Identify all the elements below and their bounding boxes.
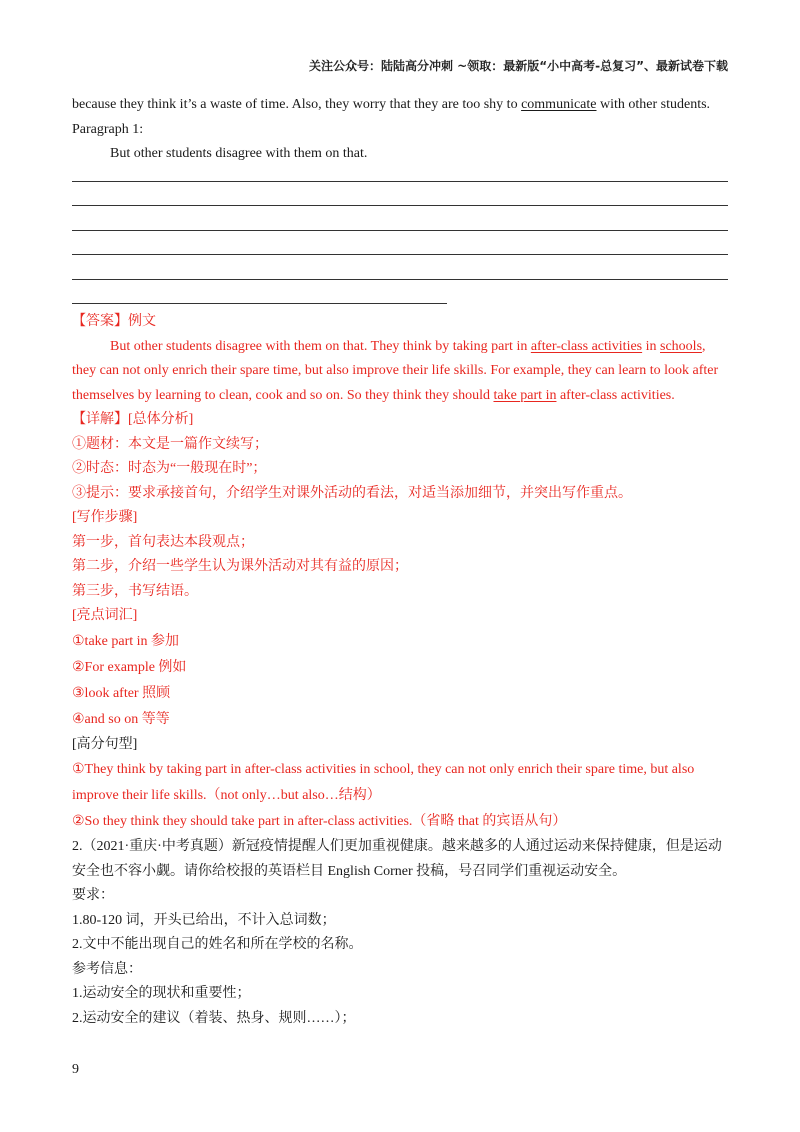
analysis-point: ③提示：要求承接首句，介绍学生对课外活动的看法，对适当添加细节，并突出写作重点。 bbox=[72, 485, 632, 501]
reference-item: 1.运动安全的现状和重要性； bbox=[72, 986, 251, 1001]
writing-step: 第一步，首句表达本段观点； bbox=[72, 534, 254, 550]
sentences-label: [高分句型] bbox=[72, 736, 138, 752]
analysis-point: ②时态：时态为“一般现在时”； bbox=[72, 461, 267, 476]
question-text: 安全也不容小觑。请你给校报的英语栏目 English Corner 投稿，号召同学们重视运动安全。 bbox=[72, 863, 627, 879]
question-text: 2.（2021·重庆·中考真题）新冠疫情提醒人们更加重视健康。越来越多的人通过运动来保持健康，但是运动 bbox=[72, 839, 722, 854]
document-body bbox=[72, 93, 728, 1031]
page-header: 关注公众号：陆陆高分冲刺 ~领取：最新版“小中高考-总复习”、最新试卷下载 bbox=[309, 59, 728, 73]
question-intro: because they think it’s a waste of time. Also, they worry that they are too shy to communicate with other students. bbox=[72, 97, 711, 112]
writing-step: 第三步，书写结语。 bbox=[72, 583, 198, 599]
requirements-label: 要求： bbox=[72, 888, 114, 903]
writing-blank-lines bbox=[72, 171, 728, 305]
steps-label: [写作步骤] bbox=[72, 510, 138, 525]
blank-line bbox=[72, 171, 728, 182]
first-sentence: But other students disagree with them on that. bbox=[110, 146, 368, 161]
writing-step: 第二步，介绍一些学生认为课外活动对其有益的原因； bbox=[72, 559, 408, 574]
vocab-item: ①take part in 参加 bbox=[72, 633, 180, 649]
blank-line bbox=[72, 280, 447, 305]
vocab-label: [亮点词汇] bbox=[72, 608, 138, 623]
analysis-point: ①题材：本文是一篇作文续写； bbox=[72, 436, 268, 452]
paragraph-label: Paragraph 1: bbox=[72, 121, 144, 137]
requirement-item: 2.文中不能出现自己的姓名和所在学校的名称。 bbox=[72, 937, 363, 952]
sentence-pattern: improve their life skills.（not only…but also…结构） bbox=[72, 788, 381, 803]
reference-label: 参考信息： bbox=[72, 961, 142, 977]
answer-label: 【答案】例文 bbox=[72, 314, 156, 329]
underlined-word: communicate bbox=[521, 97, 597, 112]
vocab-item: ③look after 照顾 bbox=[72, 685, 171, 701]
vocab-item: ②For example 例如 bbox=[72, 659, 187, 675]
requirement-item: 1.80-120 词，开头已给出，不计入总词数； bbox=[72, 912, 336, 928]
reference-item: 2.运动安全的建议（着装、热身、规则……）； bbox=[72, 1010, 356, 1026]
answer-line: they can not only enrich their spare time, but also improve their life skills. For example, they can learn to look after bbox=[72, 363, 719, 378]
blank-line bbox=[72, 255, 728, 280]
sentence-pattern: ②So they think they should take part in after-class activities.（省略 that 的宾语从句） bbox=[72, 814, 567, 829]
vocab-item: ④and so on 等等 bbox=[72, 711, 170, 727]
blank-line bbox=[72, 231, 728, 256]
answer-line: themselves by learning to clean, cook and so on. So they think they should take part in after-class activities. bbox=[72, 387, 675, 403]
next-question bbox=[72, 835, 728, 1031]
detail-label: 【详解】[总体分析] bbox=[72, 412, 194, 427]
sentence-pattern: ①They think by taking part in after-class activities in school, they can not only enrich their spare time, but also bbox=[72, 762, 695, 777]
answer-line: But other students disagree with them on that. They think by taking part in after-class activities in schools, bbox=[110, 338, 706, 354]
blank-line bbox=[72, 206, 728, 231]
blank-line bbox=[72, 182, 728, 207]
answer-section bbox=[72, 310, 728, 835]
page-number: 9 bbox=[72, 1062, 79, 1077]
